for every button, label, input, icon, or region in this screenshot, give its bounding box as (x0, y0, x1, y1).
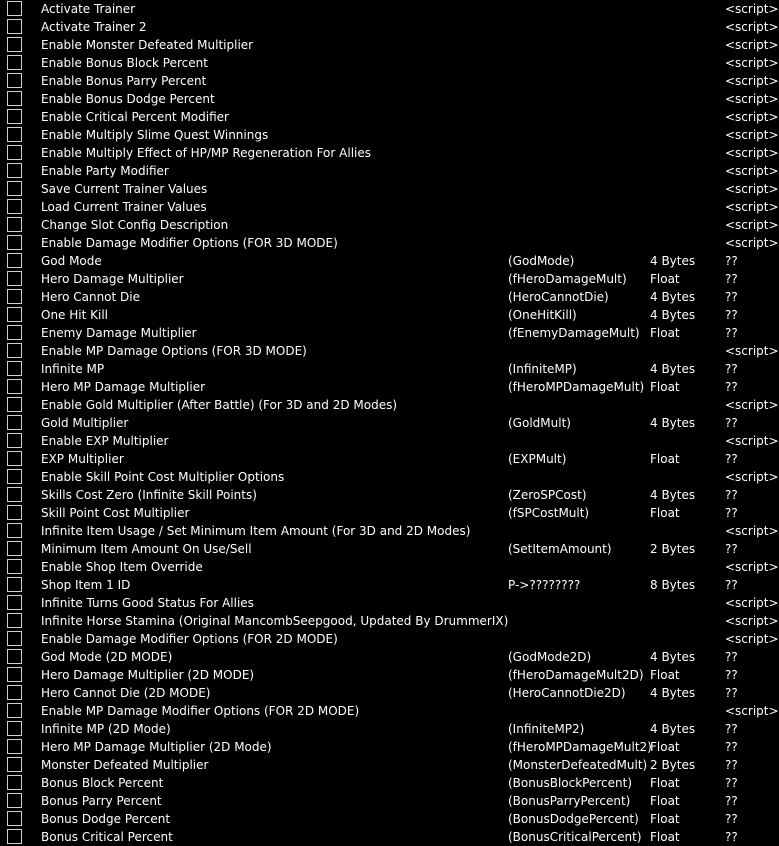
activate-checkbox[interactable] (7, 793, 22, 808)
entry-address[interactable]: (fEnemyDamageMult) (508, 326, 640, 340)
entry-type[interactable]: 4 Bytes (650, 686, 696, 700)
table-row[interactable] (0, 792, 771, 810)
activate-checkbox[interactable] (7, 1, 22, 16)
entry-address[interactable]: P->???????? (508, 578, 581, 592)
activate-checkbox[interactable] (7, 757, 22, 772)
entry-description[interactable]: Infinite Horse Stamina (Original MancombSeepgood, Updated By DrummerIX) (41, 614, 509, 628)
table-row[interactable] (0, 648, 771, 666)
table-row[interactable] (0, 324, 771, 342)
entry-value[interactable]: <script> (725, 20, 779, 34)
activate-checkbox[interactable] (7, 307, 22, 322)
entry-value[interactable]: <script> (725, 110, 779, 124)
entry-address[interactable]: (InfiniteMP2) (508, 722, 585, 736)
entry-value[interactable]: ?? (725, 308, 738, 322)
entry-value[interactable]: <script> (725, 470, 779, 484)
entry-description[interactable]: Enable Skill Point Cost Multiplier Options (41, 470, 285, 484)
entry-description[interactable]: Enable Bonus Parry Percent (41, 74, 207, 88)
table-row[interactable] (0, 216, 779, 234)
entry-description[interactable]: Bonus Dodge Percent (41, 812, 171, 826)
activate-checkbox[interactable] (7, 217, 22, 232)
activate-checkbox[interactable] (7, 325, 22, 340)
entry-type[interactable]: 2 Bytes (650, 542, 696, 556)
table-row[interactable] (0, 738, 771, 756)
entry-value[interactable]: <script> (725, 398, 779, 412)
entry-address[interactable]: (BonusCriticalPercent) (508, 830, 642, 844)
entry-type[interactable]: Float (650, 830, 680, 844)
table-row[interactable] (0, 18, 779, 36)
entry-description[interactable]: Enable EXP Multiplier (41, 434, 169, 448)
entry-value[interactable]: ?? (725, 758, 738, 772)
table-row[interactable] (0, 0, 779, 18)
activate-checkbox[interactable] (7, 145, 22, 160)
entry-type[interactable]: Float (650, 380, 680, 394)
table-row[interactable] (0, 522, 779, 540)
activate-checkbox[interactable] (7, 397, 22, 412)
entry-value[interactable]: <script> (725, 2, 779, 16)
table-row[interactable] (0, 162, 779, 180)
activate-checkbox[interactable] (7, 523, 22, 538)
entry-value[interactable]: <script> (725, 74, 779, 88)
entry-type[interactable]: Float (650, 452, 680, 466)
entry-description[interactable]: Skills Cost Zero (Infinite Skill Points) (41, 488, 257, 502)
entry-description[interactable]: Hero Damage Multiplier (41, 272, 184, 286)
entry-description[interactable]: One Hit Kill (41, 308, 108, 322)
entry-type[interactable]: 4 Bytes (650, 254, 696, 268)
activate-checkbox[interactable] (7, 811, 22, 826)
entry-value[interactable]: <script> (725, 92, 779, 106)
entry-value[interactable]: <script> (725, 218, 779, 232)
entry-address[interactable]: (BonusParryPercent) (508, 794, 631, 808)
entry-type[interactable]: Float (650, 506, 680, 520)
table-row[interactable] (0, 378, 771, 396)
table-row[interactable] (0, 414, 771, 432)
entry-value[interactable]: <script> (725, 182, 779, 196)
table-row[interactable] (0, 252, 771, 270)
entry-description[interactable]: Enable Gold Multiplier (After Battle) (For 3D and 2D Modes) (41, 398, 398, 412)
entry-value[interactable]: ?? (725, 578, 738, 592)
activate-checkbox[interactable] (7, 37, 22, 52)
table-row[interactable] (0, 702, 779, 720)
entry-value[interactable]: ?? (725, 416, 738, 430)
table-row[interactable] (0, 828, 771, 846)
entry-address[interactable]: (GodMode2D) (508, 650, 592, 664)
table-row[interactable] (0, 72, 779, 90)
entry-type[interactable]: Float (650, 326, 680, 340)
entry-address[interactable]: (fHeroDamageMult) (508, 272, 627, 286)
table-row[interactable] (0, 306, 771, 324)
entry-value[interactable]: ?? (725, 740, 738, 754)
entry-value[interactable]: ?? (725, 650, 738, 664)
activate-checkbox[interactable] (7, 667, 22, 682)
table-row[interactable] (0, 288, 771, 306)
entry-value[interactable]: ?? (725, 452, 738, 466)
entry-description[interactable]: Shop Item 1 ID (41, 578, 131, 592)
entry-type[interactable]: Float (650, 272, 680, 286)
activate-checkbox[interactable] (7, 505, 22, 520)
table-row[interactable] (0, 36, 779, 54)
entry-address[interactable]: (HeroCannotDie) (508, 290, 609, 304)
table-row[interactable] (0, 594, 779, 612)
entry-description[interactable]: Save Current Trainer Values (41, 182, 208, 196)
activate-checkbox[interactable] (7, 685, 22, 700)
table-row[interactable] (0, 684, 771, 702)
activate-checkbox[interactable] (7, 433, 22, 448)
activate-checkbox[interactable] (7, 613, 22, 628)
entry-value[interactable]: <script> (725, 434, 779, 448)
entry-value[interactable]: <script> (725, 614, 779, 628)
entry-description[interactable]: Enable Monster Defeated Multiplier (41, 38, 254, 52)
entry-value[interactable]: <script> (725, 344, 779, 358)
entry-type[interactable]: Float (650, 776, 680, 790)
entry-description[interactable]: Hero MP Damage Multiplier (2D Mode) (41, 740, 272, 754)
table-row[interactable] (0, 90, 779, 108)
entry-value[interactable]: ?? (725, 290, 738, 304)
entry-type[interactable]: Float (650, 668, 680, 682)
activate-checkbox[interactable] (7, 361, 22, 376)
entry-description[interactable]: Monster Defeated Multiplier (41, 758, 209, 772)
activate-checkbox[interactable] (7, 595, 22, 610)
table-row[interactable] (0, 270, 771, 288)
entry-type[interactable]: 8 Bytes (650, 578, 696, 592)
entry-value[interactable]: <script> (725, 236, 779, 250)
activate-checkbox[interactable] (7, 577, 22, 592)
activate-checkbox[interactable] (7, 703, 22, 718)
activate-checkbox[interactable] (7, 487, 22, 502)
table-row[interactable] (0, 468, 779, 486)
entry-value[interactable]: ?? (725, 794, 738, 808)
activate-checkbox[interactable] (7, 253, 22, 268)
table-row[interactable] (0, 360, 771, 378)
entry-description[interactable]: Infinite Turns Good Status For Allies (41, 596, 254, 610)
entry-description[interactable]: God Mode (41, 254, 102, 268)
entry-type[interactable]: 4 Bytes (650, 290, 696, 304)
activate-checkbox[interactable] (7, 73, 22, 88)
entry-address[interactable]: (InfiniteMP) (508, 362, 577, 376)
activate-checkbox[interactable] (7, 289, 22, 304)
activate-checkbox[interactable] (7, 163, 22, 178)
table-row[interactable] (0, 630, 779, 648)
entry-address[interactable]: (SetItemAmount) (508, 542, 612, 556)
table-row[interactable] (0, 756, 771, 774)
entry-description[interactable]: Enable Multiply Slime Quest Winnings (41, 128, 269, 142)
entry-description[interactable]: Enable Multiply Effect of HP/MP Regeneration For Allies (41, 146, 371, 160)
entry-address[interactable]: (BonusDodgePercent) (508, 812, 639, 826)
entry-type[interactable]: 4 Bytes (650, 416, 696, 430)
entry-value[interactable]: ?? (725, 506, 738, 520)
entry-value[interactable]: <script> (725, 632, 779, 646)
activate-checkbox[interactable] (7, 541, 22, 556)
entry-value[interactable]: ?? (725, 542, 738, 556)
activate-checkbox[interactable] (7, 55, 22, 70)
table-row[interactable] (0, 198, 779, 216)
entry-address[interactable]: (BonusBlockPercent) (508, 776, 633, 790)
entry-value[interactable]: <script> (725, 524, 779, 538)
activate-checkbox[interactable] (7, 343, 22, 358)
entry-description[interactable]: EXP Multiplier (41, 452, 124, 466)
entry-address[interactable]: (fHeroMPDamageMult2) (508, 740, 652, 754)
entry-description[interactable]: Enable Shop Item Override (41, 560, 203, 574)
activate-checkbox[interactable] (7, 559, 22, 574)
table-row[interactable] (0, 558, 779, 576)
entry-value[interactable]: <script> (725, 200, 779, 214)
entry-value[interactable]: ?? (725, 380, 738, 394)
entry-value[interactable]: ?? (725, 686, 738, 700)
entry-description[interactable]: Load Current Trainer Values (41, 200, 207, 214)
entry-description[interactable]: Skill Point Cost Multiplier (41, 506, 190, 520)
activate-checkbox[interactable] (7, 109, 22, 124)
table-row[interactable] (0, 342, 779, 360)
entry-value[interactable]: ?? (725, 722, 738, 736)
entry-type[interactable]: 4 Bytes (650, 650, 696, 664)
entry-value[interactable]: <script> (725, 704, 779, 718)
activate-checkbox[interactable] (7, 775, 22, 790)
entry-value[interactable]: ?? (725, 830, 738, 844)
activate-checkbox[interactable] (7, 127, 22, 142)
entry-description[interactable]: Infinite MP (41, 362, 105, 376)
entry-description[interactable]: Enable Bonus Dodge Percent (41, 92, 215, 106)
table-row[interactable] (0, 126, 779, 144)
entry-description[interactable]: Activate Trainer 2 (41, 20, 147, 34)
activate-checkbox[interactable] (7, 235, 22, 250)
entry-description[interactable]: Change Slot Config Description (41, 218, 229, 232)
table-row[interactable] (0, 612, 779, 630)
entry-value[interactable]: ?? (725, 272, 738, 286)
table-row[interactable] (0, 108, 779, 126)
table-row[interactable] (0, 576, 771, 594)
entry-value[interactable]: <script> (725, 596, 779, 610)
entry-type[interactable]: Float (650, 794, 680, 808)
activate-checkbox[interactable] (7, 19, 22, 34)
activate-checkbox[interactable] (7, 829, 22, 844)
table-row[interactable] (0, 774, 771, 792)
entry-value[interactable]: <script> (725, 56, 779, 70)
activate-checkbox[interactable] (7, 415, 22, 430)
entry-type[interactable]: Float (650, 740, 680, 754)
entry-description[interactable]: God Mode (2D MODE) (41, 650, 173, 664)
entry-address[interactable]: (fSPCostMult) (508, 506, 590, 520)
table-row[interactable] (0, 720, 771, 738)
activate-checkbox[interactable] (7, 379, 22, 394)
entry-description[interactable]: Hero Cannot Die (2D MODE) (41, 686, 211, 700)
entry-value[interactable]: ?? (725, 326, 738, 340)
entry-description[interactable]: Bonus Critical Percent (41, 830, 173, 844)
table-row[interactable] (0, 54, 779, 72)
entry-value[interactable]: ?? (725, 776, 738, 790)
entry-value[interactable]: <script> (725, 128, 779, 142)
entry-value[interactable]: ?? (725, 362, 738, 376)
entry-description[interactable]: Hero Damage Multiplier (2D MODE) (41, 668, 255, 682)
entry-description[interactable]: Activate Trainer (41, 2, 136, 16)
entry-type[interactable]: 4 Bytes (650, 362, 696, 376)
entry-address[interactable]: (GoldMult) (508, 416, 571, 430)
entry-description[interactable]: Enable Bonus Block Percent (41, 56, 208, 70)
entry-description[interactable]: Enable Damage Modifier Options (FOR 2D MODE) (41, 632, 338, 646)
table-row[interactable] (0, 810, 771, 828)
entry-type[interactable]: 4 Bytes (650, 488, 696, 502)
entry-description[interactable]: Gold Multiplier (41, 416, 129, 430)
entry-address[interactable]: (fHeroDamageMult2D) (508, 668, 644, 682)
entry-value[interactable]: ?? (725, 668, 738, 682)
entry-description[interactable]: Enable Party Modifier (41, 164, 169, 178)
activate-checkbox[interactable] (7, 199, 22, 214)
entry-address[interactable]: (HeroCannotDie2D) (508, 686, 626, 700)
table-row[interactable] (0, 180, 779, 198)
activate-checkbox[interactable] (7, 649, 22, 664)
entry-value[interactable]: <script> (725, 38, 779, 52)
entry-address[interactable]: (OneHitKill) (508, 308, 577, 322)
activate-checkbox[interactable] (7, 721, 22, 736)
table-row[interactable] (0, 504, 771, 522)
entry-address[interactable]: (ZeroSPCost) (508, 488, 587, 502)
activate-checkbox[interactable] (7, 451, 22, 466)
entry-description[interactable]: Enable MP Damage Options (FOR 3D MODE) (41, 344, 307, 358)
entry-address[interactable]: (fHeroMPDamageMult) (508, 380, 645, 394)
activate-checkbox[interactable] (7, 271, 22, 286)
activate-checkbox[interactable] (7, 739, 22, 754)
entry-value[interactable]: <script> (725, 560, 779, 574)
table-row[interactable] (0, 486, 771, 504)
activate-checkbox[interactable] (7, 91, 22, 106)
entry-description[interactable]: Infinite Item Usage / Set Minimum Item Amount (For 3D and 2D Modes) (41, 524, 471, 538)
entry-description[interactable]: Bonus Block Percent (41, 776, 164, 790)
activate-checkbox[interactable] (7, 631, 22, 646)
entry-description[interactable]: Bonus Parry Percent (41, 794, 162, 808)
entry-description[interactable]: Enemy Damage Multiplier (41, 326, 197, 340)
table-row[interactable] (0, 540, 771, 558)
entry-description[interactable]: Enable MP Damage Modifier Options (FOR 2D MODE) (41, 704, 360, 718)
entry-address[interactable]: (GodMode) (508, 254, 575, 268)
entry-value[interactable]: <script> (725, 146, 779, 160)
table-row[interactable] (0, 396, 779, 414)
entry-description[interactable]: Enable Damage Modifier Options (FOR 3D MODE) (41, 236, 338, 250)
entry-address[interactable]: (EXPMult) (508, 452, 567, 466)
entry-type[interactable]: Float (650, 812, 680, 826)
activate-checkbox[interactable] (7, 181, 22, 196)
entry-description[interactable]: Hero Cannot Die (41, 290, 140, 304)
entry-value[interactable]: ?? (725, 488, 738, 502)
table-row[interactable] (0, 450, 771, 468)
entry-description[interactable]: Infinite MP (2D Mode) (41, 722, 171, 736)
table-row[interactable] (0, 666, 771, 684)
table-row[interactable] (0, 144, 779, 162)
entry-description[interactable]: Hero MP Damage Multiplier (41, 380, 206, 394)
table-row[interactable] (0, 234, 779, 252)
entry-address[interactable]: (MonsterDefeatedMult) (508, 758, 648, 772)
entry-type[interactable]: 2 Bytes (650, 758, 696, 772)
entry-value[interactable]: ?? (725, 812, 738, 826)
activate-checkbox[interactable] (7, 469, 22, 484)
entry-type[interactable]: 4 Bytes (650, 722, 696, 736)
table-row[interactable] (0, 432, 779, 450)
entry-description[interactable]: Minimum Item Amount On Use/Sell (41, 542, 252, 556)
entry-value[interactable]: <script> (725, 164, 779, 178)
entry-description[interactable]: Enable Critical Percent Modifier (41, 110, 229, 124)
entry-value[interactable]: ?? (725, 254, 738, 268)
entry-type[interactable]: 4 Bytes (650, 308, 696, 322)
